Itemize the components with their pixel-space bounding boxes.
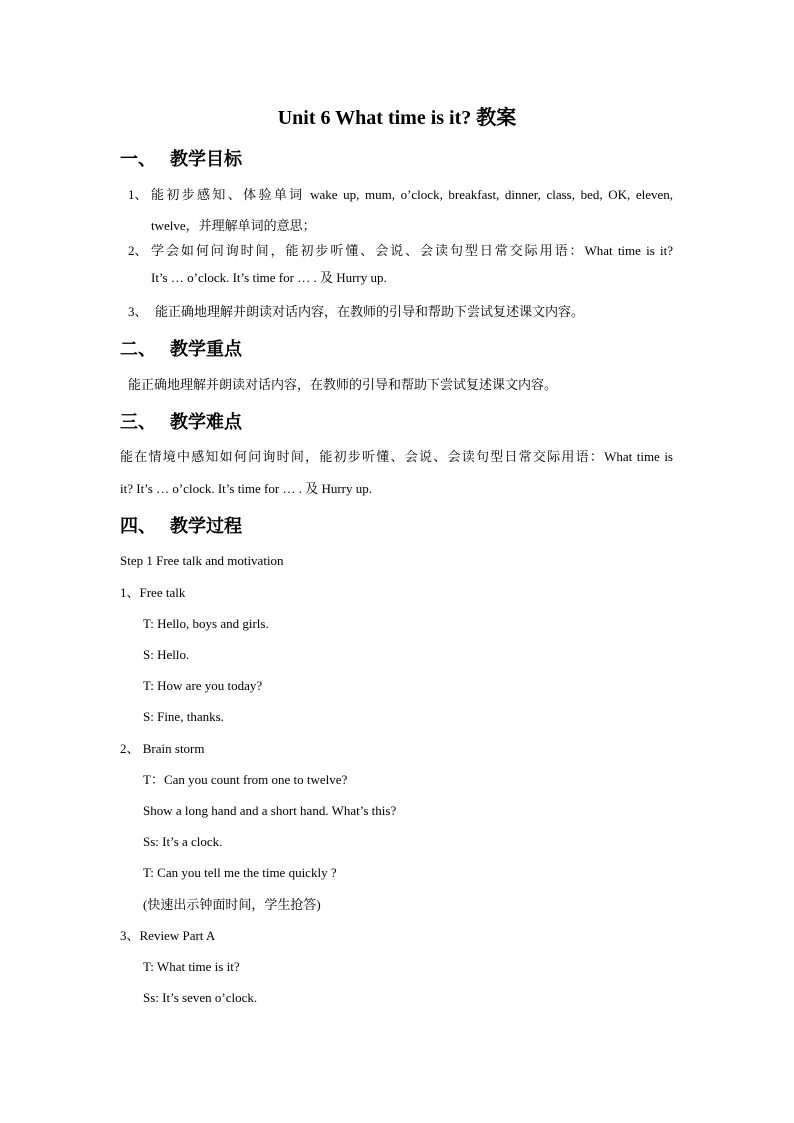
difficulty-line-2: it? It’s … o’clock. It’s time for … . 及 Hurry up.: [120, 481, 373, 496]
document-title: Unit 6 What time is it? 教案: [277, 107, 517, 129]
dialogue-line: S: Fine, thanks.: [143, 709, 224, 724]
dialogue-line: T：Can you count from one to twelve?: [143, 772, 348, 787]
section-title: 教学目标: [170, 149, 242, 169]
dialogue-line: T: What time is it?: [143, 959, 240, 974]
dialogue-line: (快速出示钟面时间，学生抢答): [143, 897, 321, 912]
objective-number: 3、: [128, 304, 148, 319]
process-item-3-title: 3、Review Part A: [120, 928, 216, 943]
dialogue-line: Show a long hand and a short hand. What’s this?: [143, 803, 397, 818]
dialogue-line: T: Can you tell me the time quickly ?: [143, 865, 337, 880]
process-item-2-title: 2、 Brain storm: [120, 741, 205, 756]
section-heading-objectives: [120, 146, 242, 172]
section-heading-key-point: [120, 336, 242, 362]
process-item-1-title: 1、Free talk: [120, 585, 186, 600]
objective-2-line-1: 学会如何问询时间，能初步听懂、会说、会读句型日常交际用语：What time is it?: [151, 243, 673, 258]
objective-number: 1、: [128, 187, 148, 202]
dialogue-line: Ss: It’s a clock.: [143, 834, 223, 849]
objective-2-line-2: It’s … o’clock. It’s time for … . 及 Hurry up.: [151, 270, 387, 285]
dialogue-line: T: How are you today?: [143, 678, 263, 693]
dialogue-line: T: Hello, boys and girls.: [143, 616, 269, 631]
dialogue-line: Ss: It’s seven o’clock.: [143, 990, 258, 1005]
section-title: 教学重点: [170, 339, 242, 359]
section-number: 二、: [120, 339, 156, 359]
section-heading-difficulty: [120, 409, 242, 435]
section-title: 教学难点: [170, 412, 242, 432]
objective-3-line-1: 能正确地理解并朗读对话内容，在教师的引导和帮助下尝试复述课文内容。: [155, 304, 585, 319]
dialogue-line: S: Hello.: [143, 647, 190, 662]
section-number: 四、: [120, 516, 156, 536]
section-number: 三、: [120, 412, 156, 432]
section-number: 一、: [120, 149, 156, 169]
section-title: 教学过程: [170, 516, 242, 536]
objective-number: 2、: [128, 243, 148, 258]
objective-1-line-1: 能初步感知、体验单词 wake up, mum, o’clock, breakfast, dinner, class, bed, OK, eleven,: [151, 187, 673, 202]
section-heading-process: [120, 513, 242, 539]
objective-1-line-2: twelve，并理解单词的意思；: [151, 218, 316, 233]
key-point-text: 能正确地理解并朗读对话内容，在教师的引导和帮助下尝试复述课文内容。: [128, 377, 558, 392]
step-1-title: Step 1 Free talk and motivation: [120, 553, 284, 568]
difficulty-line-1: 能在情境中感知如何问询时间，能初步听懂、会说、会读句型日常交际用语：What time is: [120, 449, 673, 464]
